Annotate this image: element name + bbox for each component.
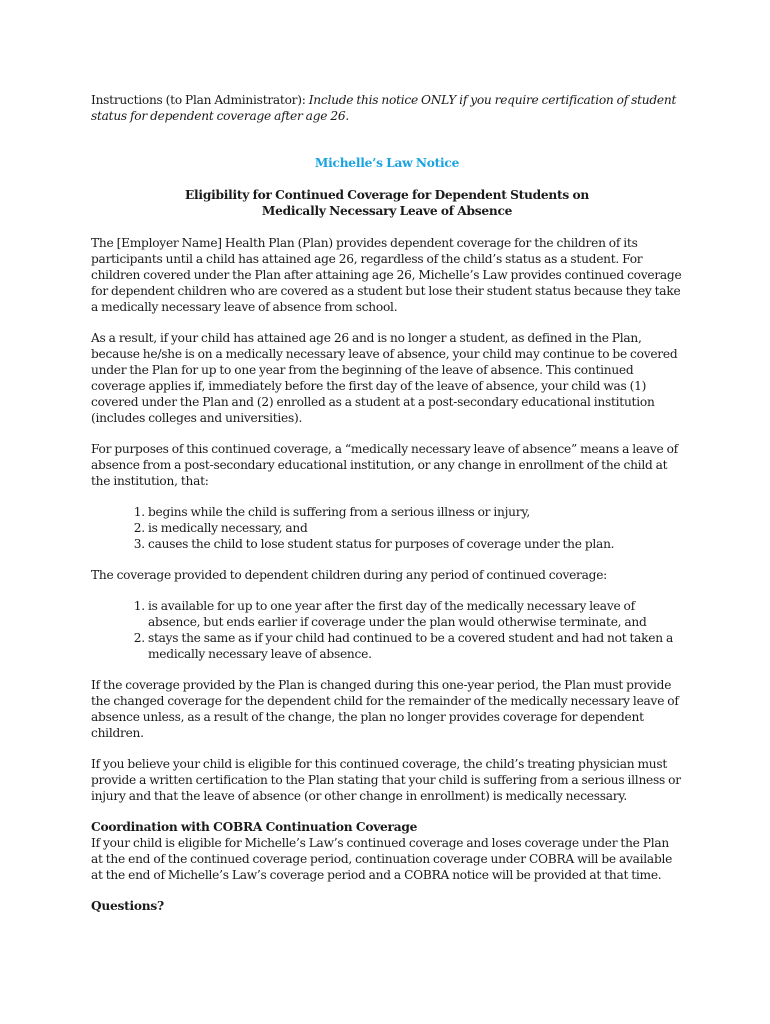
leave-conditions-list (91, 504, 683, 552)
instructions (91, 92, 683, 124)
instructions-text: Include this notice ONLY if you require certification of student status for dependent coverage after age 26. (91, 93, 677, 123)
subtitle-line-2: Medically Necessary Leave of Absence (261, 204, 513, 218)
paragraph-coverage-provided: The coverage provided to dependent children during any period of continued coverage: (91, 568, 608, 582)
paragraph-plan-changes: If the coverage provided by the Plan is changed during this one-year period, the Plan must provide the changed coverage for the dependent child for the remainder of the medically necessary leave of absence unless, as a result of the change, the plan no longer provides coverage for dependent children. (91, 678, 679, 740)
notice-title: Michelle’s Law Notice (314, 156, 460, 170)
list-item: 2. is medically necessary, and (148, 520, 683, 536)
subtitle-line-1: Eligibility for Continued Coverage for Dependent Students on (185, 188, 589, 202)
notice-subtitle (91, 187, 683, 219)
list-item: 2. stays the same as if your child had continued to be a covered student and had not taken a medically necessary leave of absence. (148, 630, 683, 662)
cobra-text: If your child is eligible for Michelle’s Law’s continued coverage and loses coverage under the Plan at the end of the continued coverage period, continuation coverage under COBRA will be available at the end of Michelle’s Law’s coverage period and a COBRA notice will be provided at that time. (91, 836, 673, 882)
list-item: 3. causes the child to lose student status for purposes of coverage under the plan. (148, 536, 683, 552)
paragraph-continued-coverage: As a result, if your child has attained age 26 and is no longer a student, as defined in the Plan, because he/she is on a medically necessary leave of absence, your child may continue to be covered under the Plan for up to one year from the beginning of the leave of absence. This continued coverage applies if, immediately before the first day of the leave of absence, your child was (1) covered under the Plan and (2) enrolled as a student at a post-secondary educational institution (includes colleges and universities). (91, 331, 678, 425)
cobra-section (91, 819, 683, 883)
questions-heading: Questions? (91, 899, 164, 913)
coverage-terms-list (91, 598, 683, 662)
paragraph-leave-definition: For purposes of this continued coverage, a “medically necessary leave of absence” means a leave of absence from a post-secondary educational institution, or any change in enrollment of the child at the institution, that: (91, 442, 678, 488)
paragraph-plan-coverage: The [Employer Name] Health Plan (Plan) provides dependent coverage for the children of its participants until a child has attained age 26, regardless of the child’s status as a student. For children covered under the Plan after attaining age 26, Michelle’s Law provides continued coverage for dependent children who are covered as a student but lose their student status because they take a medically necessary leave of absence from school. (91, 236, 682, 314)
list-item: 1. is available for up to one year after the first day of the medically necessary leave of absence, but ends earlier if coverage under the plan would otherwise terminate, and (148, 598, 683, 630)
instructions-label: Instructions (to Plan Administrator): (91, 93, 306, 107)
cobra-heading: Coordination with COBRA Continuation Coverage (91, 820, 418, 834)
list-item: 1. begins while the child is suffering from a serious illness or injury, (148, 504, 683, 520)
document-page (91, 92, 683, 914)
paragraph-certification: If you believe your child is eligible for this continued coverage, the child’s treating physician must provide a written certification to the Plan stating that your child is suffering from a serious illness or injury and that the leave of absence (or other change in enrollment) is medically necessary. (91, 757, 681, 803)
